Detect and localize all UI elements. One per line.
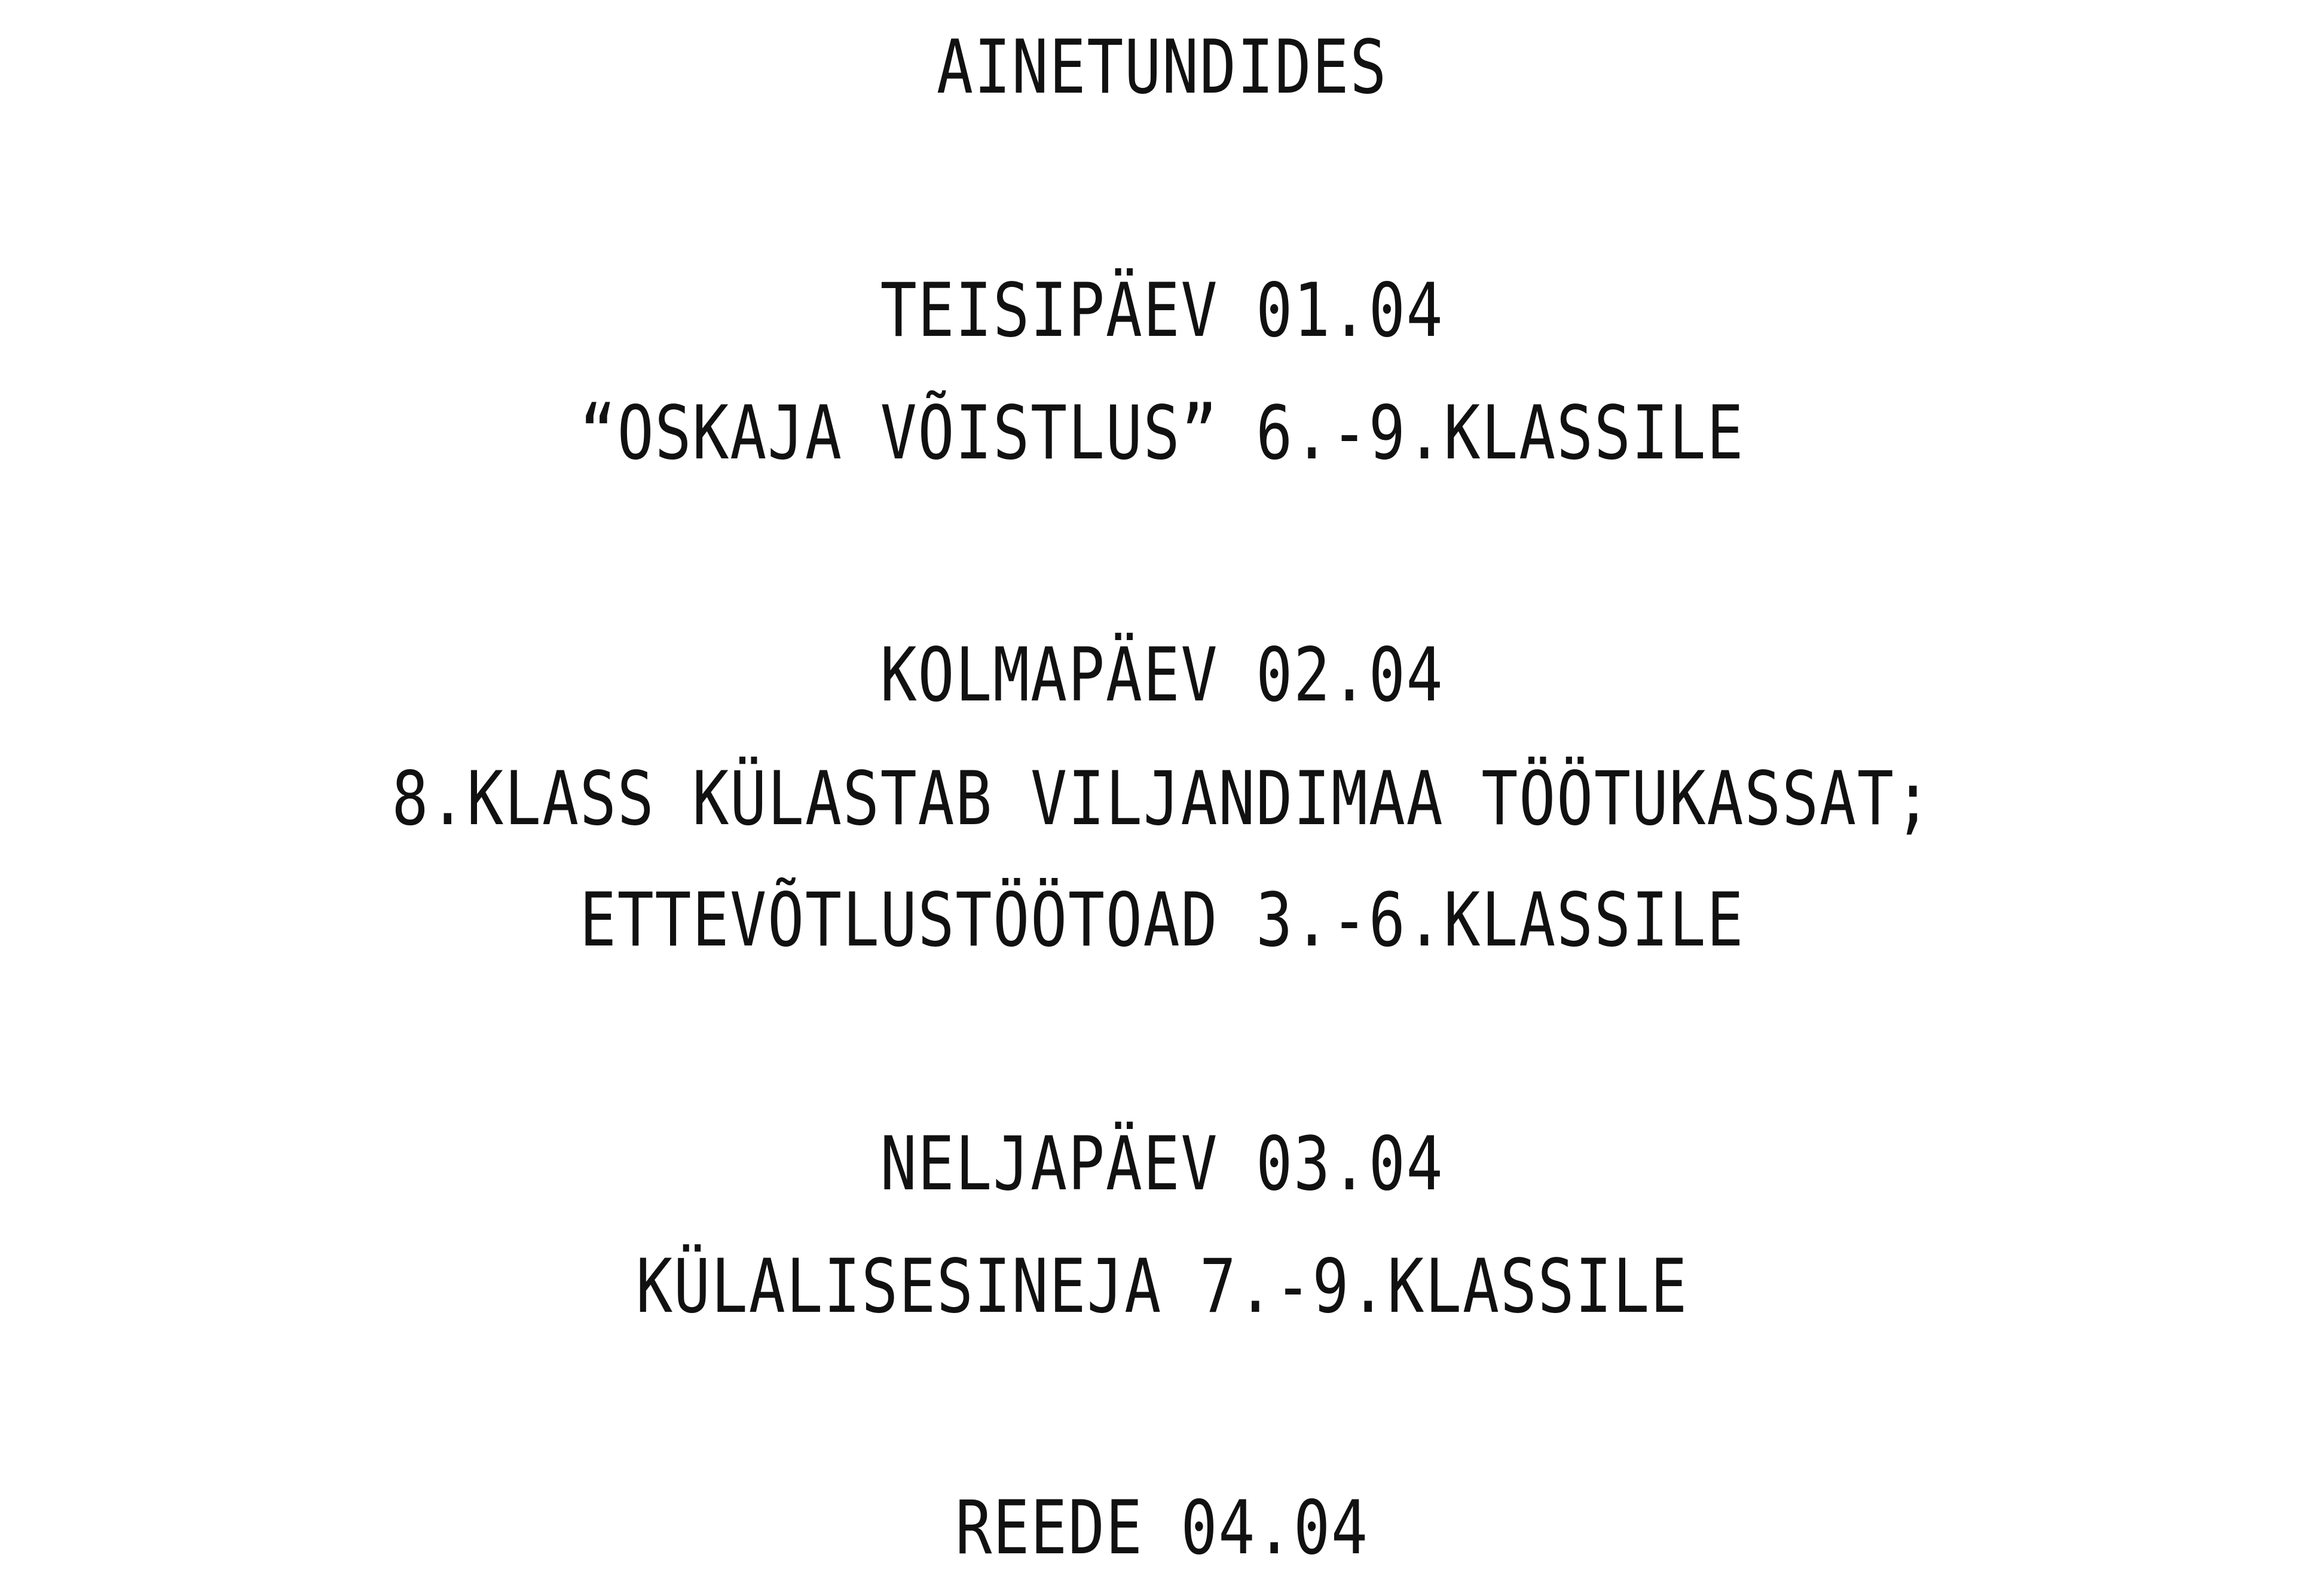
event-line-thursday-1: KÜLALISESINEJA 7.-9.KLASSILE (635, 1244, 1688, 1330)
event-line-wednesday-1: 8.KLASS KÜLASTAB VILJANDIMAA TÖÖTUKASSAT; (392, 756, 1932, 842)
day-heading-wednesday: KOLMAPÄEV 02.04 (880, 632, 1444, 718)
day-heading-friday: REEDE 04.04 (955, 1485, 1369, 1571)
day-heading-tuesday: TEISIPÄEV 01.04 (880, 268, 1444, 354)
header-line: AINETUNDIDES (936, 25, 1388, 111)
event-line-wednesday-2: ETTEVÕTLUSTÖÖTOAD 3.-6.KLASSILE (579, 877, 1745, 963)
day-heading-thursday: NELJAPÄEV 03.04 (880, 1121, 1444, 1207)
event-line-tuesday-1: “OSKAJA VÕISTLUS” 6.-9.KLASSILE (579, 390, 1745, 476)
